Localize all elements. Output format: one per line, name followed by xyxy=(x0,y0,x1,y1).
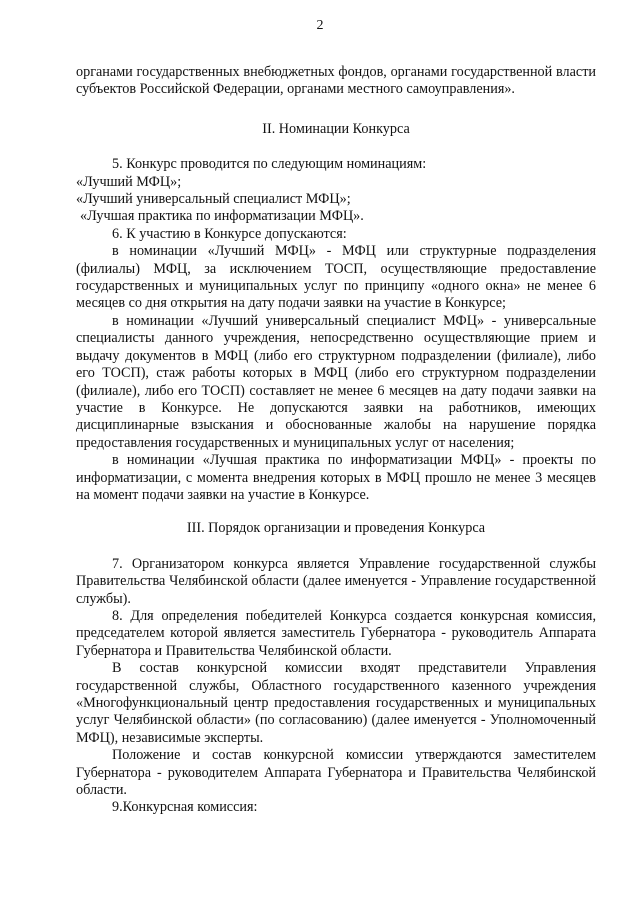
nomination-best-mfc: «Лучший МФЦ»; xyxy=(76,173,182,190)
section-heading-nominations: II. Номинации Конкурса xyxy=(262,120,410,137)
document-body xyxy=(76,64,596,817)
paragraph-item-8-approval: Положение и состав конкурсной комиссии утверждаются заместителем Губернатора - руководителем Аппарата Губернатора и Правительства Челябинской области. xyxy=(76,747,596,799)
paragraph-item-6: 6. К участию в Конкурсе допускаются: xyxy=(112,225,347,242)
paragraph-item-6-practice: в номинации «Лучшая практика по информатизации МФЦ» - проекты по информатизации, с момента внедрения которых в МФЦ прошло не менее 3 месяцев на момент подачи заявки на участие в Конкурсе. xyxy=(76,452,596,503)
nomination-best-specialist: «Лучший универсальный специалист МФЦ»; xyxy=(76,191,351,208)
paragraph-item-6-specialist: в номинации «Лучший универсальный специалист МФЦ» - универсальные специалисты данного учреждения, непосредственно осуществляющие прием и выдачу документов в МФЦ (либо его структурном подразделении (филиале), либо его ТОСП), стаж работы которых в МФЦ (либо его структурном подразделении (филиале), либо его ТОСП) составляет не менее 6 месяцев на дату подачи заявки на участие в Конкурсе. Не допускаются заявки на работников, имеющих дисциплинарные взыскания и обоснованные жалобы на нарушение порядка предоставления государственных и муниципальных услуг от населения; xyxy=(76,312,596,451)
nomination-best-practice: «Лучшая практика по информатизации МФЦ». xyxy=(80,208,364,225)
paragraph-item-9: 9.Конкурсная комиссия: xyxy=(112,799,258,816)
paragraph-item-8-composition: В состав конкурсной комиссии входят представители Управления государственной службы, Областного государственного казенного учреждения «Многофункциональный центр предоставления государственных и муниципальных услуг Челябинской области» (по согласованию) (далее именуется - Уполномоченный МФЦ), независимые эксперты. xyxy=(76,660,596,746)
section-heading-procedure: III. Порядок организации и проведения Конкурса xyxy=(186,520,486,537)
paragraph-item-8: 8. Для определения победителей Конкурса создается конкурсная комиссия, председателем которой является заместитель Губернатора - руководитель Аппарата Губернатора и Правительства Челябинской области. xyxy=(76,607,596,659)
paragraph-item-5: 5. Конкурс проводится по следующим номинациям: xyxy=(112,156,427,173)
paragraph-item-7: 7. Организатором конкурса является Управление государственной службы Правительства Челябинской области (далее именуется - Управление государственной службы). xyxy=(76,555,596,607)
page-number: 2 xyxy=(316,18,324,33)
paragraph-item-6-mfc: в номинации «Лучший МФЦ» - МФЦ или структурные подразделения (филиалы) МФЦ, за исключением ТОСП, осуществляющие предоставление государственных и муниципальных услуг по принципу «одного окна» не менее 6 месяцев со дня открытия на дату подачи заявки на участие в Конкурсе; xyxy=(76,243,596,312)
paragraph-continuation: органами государственных внебюджетных фондов, органами государственной власти субъектов Российской Федерации, органами местного самоуправления». xyxy=(76,64,596,98)
